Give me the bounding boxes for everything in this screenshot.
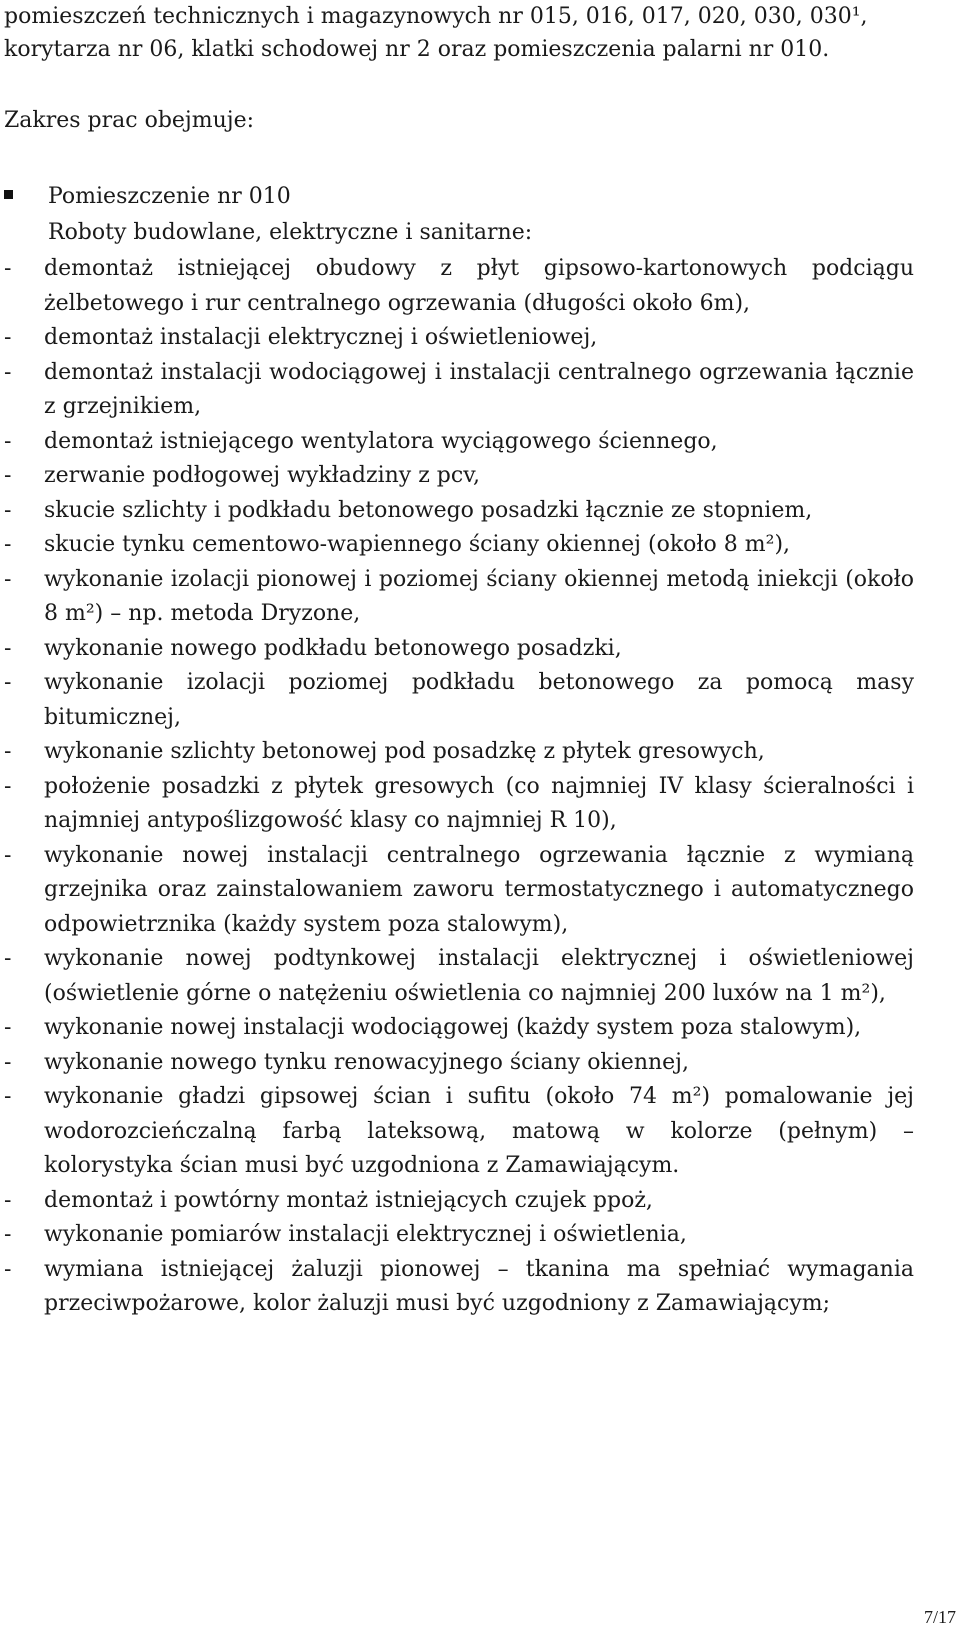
- list-item: [4, 356, 914, 425]
- dash-marker: -: [4, 670, 12, 695]
- list-item-text: wykonanie nowego podkładu betonowego posadzki,: [44, 635, 622, 661]
- list-item-text: wykonanie izolacji poziomej podkładu betonowego za pomocą masy bitumicznej,: [44, 670, 914, 730]
- list-item: [4, 1011, 914, 1046]
- intro-line-1: pomieszczeń technicznych i magazynowych nr 015, 016, 017, 020, 030, 030¹,: [4, 4, 868, 29]
- scope-heading: Zakres prac obejmuje:: [4, 108, 255, 133]
- list-item: [4, 425, 914, 460]
- list-item: [4, 1218, 914, 1253]
- dash-marker: -: [4, 1049, 12, 1075]
- list-item: [4, 1184, 914, 1219]
- list-item-text: demontaż i powtórny montaż istniejących czujek ppoż,: [44, 1187, 653, 1213]
- dash-marker: -: [4, 359, 12, 385]
- list-item-text: demontaż istniejącej obudowy z płyt gipsowo-kartonowych podciągu żelbetowego i rur centralnego ogrzewania (długości około 6m),: [44, 256, 914, 316]
- intro-line-2: korytarza nr 06, klatki schodowej nr 2 oraz pomieszczenia palarni nr 010.: [4, 37, 830, 62]
- dash-marker: -: [4, 325, 12, 350]
- dash-marker: -: [4, 946, 12, 971]
- list-item-text: wykonanie nowego tynku renowacyjnego ściany okiennej,: [44, 1049, 689, 1075]
- dash-marker: -: [4, 532, 12, 557]
- list-item-text: wykonanie nowej podtynkowej instalacji elektrycznej i oświetleniowej (oświetlenie górne o natężeniu oświetlenia co najmniej 200 luxów na 1 m²),: [44, 946, 914, 1006]
- dash-marker: -: [4, 1015, 12, 1040]
- list-item-text: wymiana istniejącej żaluzji pionowej – tkanina ma spełniać wymagania przeciwpożarowe, kolor żaluzji musi być uzgodniony z Zamawiającym;: [44, 1256, 914, 1316]
- list-item-text: demontaż instalacji elektrycznej i oświetleniowej,: [44, 325, 598, 350]
- list-item-text: położenie posadzki z płytek gresowych (co najmniej IV klasy ścieralności i najmniej antypoślizgowość klasy co najmniej R 10),: [44, 773, 914, 833]
- dash-marker: -: [4, 842, 12, 868]
- list-item: [4, 494, 914, 529]
- list-item-text: zerwanie podłogowej wykładziny z pcv,: [44, 463, 481, 488]
- dash-marker: -: [4, 773, 12, 799]
- dash-marker: -: [4, 256, 12, 281]
- list-item: [4, 459, 914, 494]
- dash-marker: -: [4, 566, 12, 592]
- list-item: [4, 632, 914, 667]
- list-item: [4, 1046, 914, 1081]
- dash-marker: -: [4, 463, 12, 488]
- list-item-text: wykonanie izolacji pionowej i poziomej ściany okiennej metodą iniekcji (około 8 m²) – np. metoda Dryzone,: [44, 566, 914, 626]
- list-item: [4, 1080, 914, 1184]
- list-item: [4, 770, 914, 839]
- list-item: [4, 563, 914, 632]
- list-item-text: wykonanie gładzi gipsowej ścian i sufitu (około 74 m²) pomalowanie jej wodorozcieńczalną farbą lateksową, matową w kolorze (pełnym) – kolorystyka ścian musi być uzgodniona z Zamawiającym.: [44, 1084, 914, 1178]
- dash-marker: -: [4, 1256, 12, 1282]
- list-item-text: wykonanie pomiarów instalacji elektrycznej i oświetlenia,: [44, 1222, 687, 1247]
- list-item: [4, 528, 914, 563]
- dash-marker: -: [4, 1084, 12, 1109]
- list-item-text: wykonanie nowej instalacji centralnego ogrzewania łącznie z wymianą grzejnika oraz zainstalowaniem zaworu termostatycznego i automatycznego odpowietrznika (każdy system poza stalowym),: [44, 842, 914, 937]
- work-list: [4, 252, 914, 1322]
- page-number: 7/17: [923, 1607, 956, 1627]
- square-bullet-mark: [4, 190, 13, 199]
- dash-marker: -: [4, 635, 12, 661]
- dash-marker: -: [4, 497, 12, 523]
- list-item-text: wykonanie nowej instalacji wodociągowej (każdy system poza stalowym),: [44, 1015, 862, 1040]
- list-item: [4, 321, 914, 356]
- list-item: [4, 839, 914, 943]
- dash-marker: -: [4, 428, 12, 454]
- list-item: [4, 252, 914, 321]
- dash-marker: -: [4, 739, 12, 764]
- list-item: [4, 942, 914, 1011]
- list-item-text: skucie szlichty i podkładu betonowego posadzki łącznie ze stopniem,: [44, 497, 813, 523]
- list-item-text: skucie tynku cementowo-wapiennego ściany okiennej (około 8 m²),: [44, 532, 791, 557]
- room-title: Pomieszczenie nr 010: [48, 184, 291, 209]
- list-item-text: wykonanie szlichty betonowej pod posadzkę z płytek gresowych,: [44, 739, 765, 764]
- list-item: [4, 1253, 914, 1322]
- square-bullet-icon: [4, 180, 39, 215]
- work-heading: Roboty budowlane, elektryczne i sanitarne:: [48, 220, 533, 245]
- dash-marker: -: [4, 1222, 12, 1247]
- dash-marker: -: [4, 1187, 12, 1213]
- list-item: [4, 735, 914, 770]
- list-item-text: demontaż istniejącego wentylatora wyciągowego ściennego,: [44, 428, 718, 454]
- list-item: [4, 666, 914, 735]
- list-item-text: demontaż instalacji wodociągowej i instalacji centralnego ogrzewania łącznie z grzejnikiem,: [44, 359, 914, 419]
